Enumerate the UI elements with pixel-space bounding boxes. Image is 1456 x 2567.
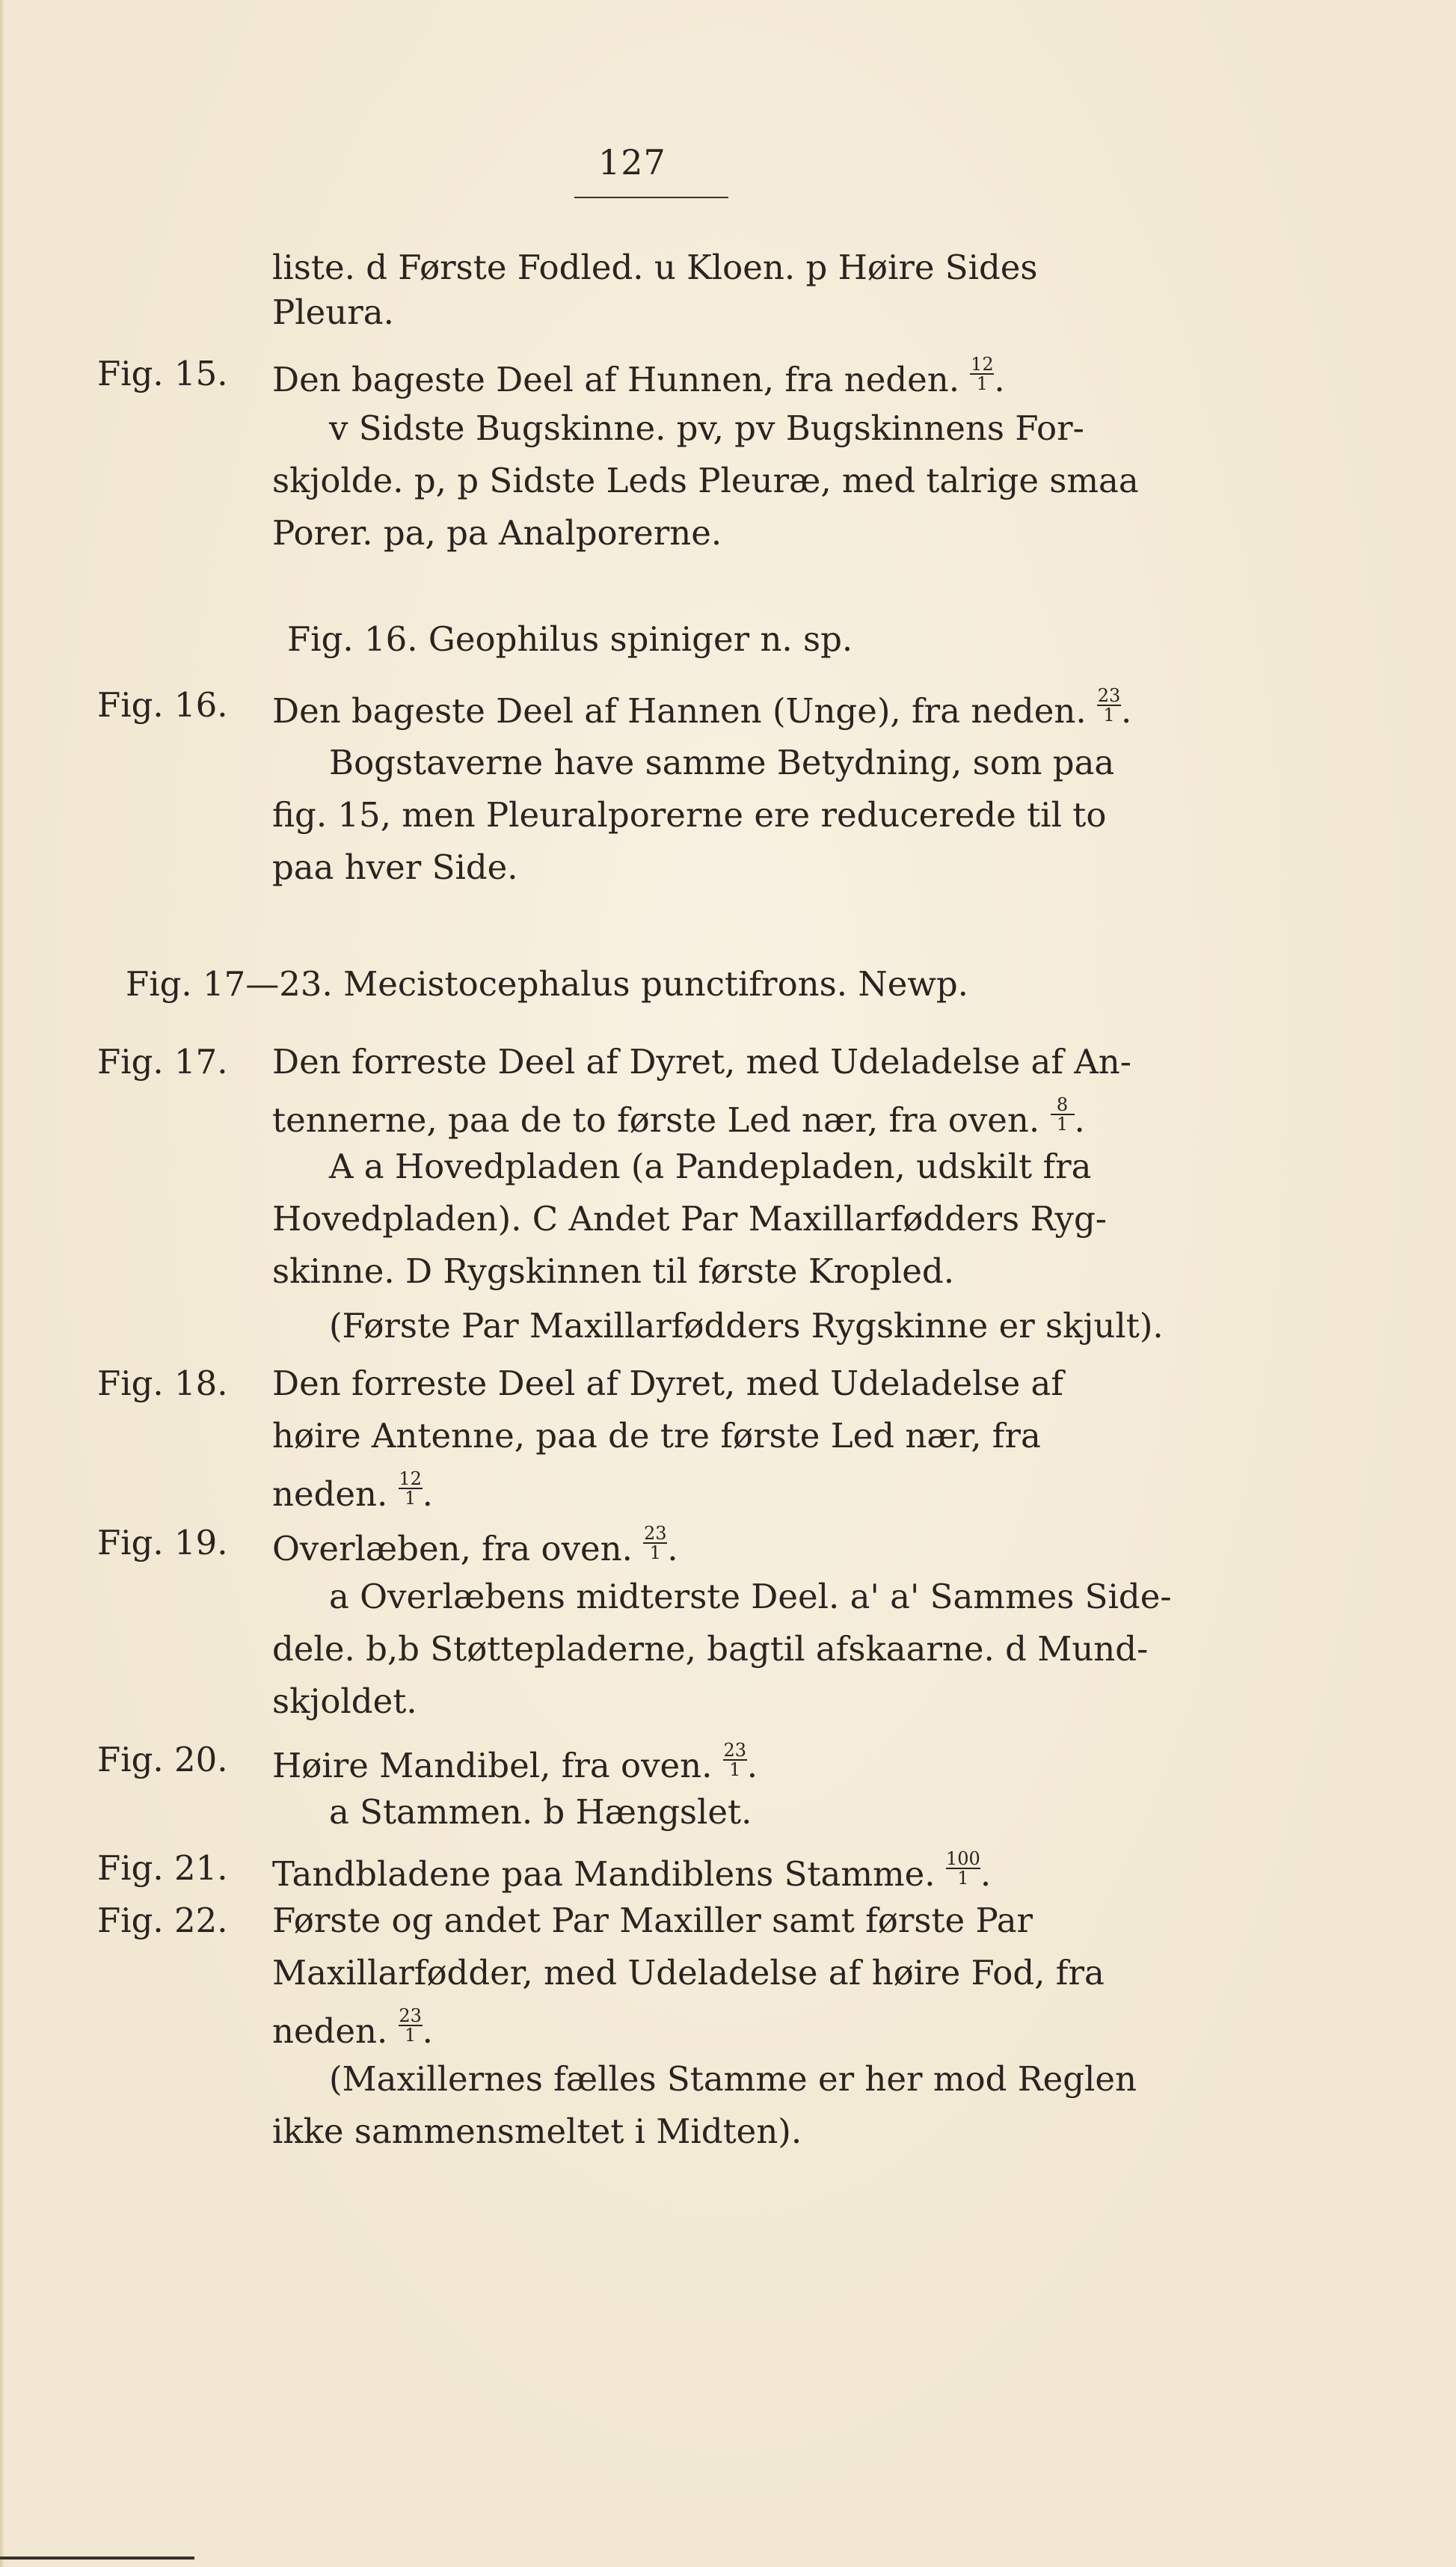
- text-line: høire Antenne, paa de tre første Led nær, fra: [272, 1416, 1041, 1456]
- bottom-edge-rule: [0, 2557, 194, 2560]
- scale-fraction: [1097, 685, 1121, 726]
- scale-fraction: [399, 2005, 423, 2046]
- text-line: a Overlæbens midterste Deel. a' a' Sammes Side-: [329, 1577, 1172, 1616]
- figure-label: Fig. 17.: [97, 1042, 228, 1082]
- text-line: a Stammen. b Hængslet.: [329, 1792, 752, 1832]
- text-line: paa hver Side.: [272, 847, 518, 887]
- text-line: skjolde. p, p Sidste Leds Pleuræ, med talrige smaa: [272, 461, 1139, 500]
- scale-fraction: [946, 1848, 980, 1889]
- page-number: 127: [598, 142, 666, 183]
- text-line: ikke sammensmeltet i Midten).: [272, 2111, 802, 2151]
- text-line: Porer. pa, pa Analporerne.: [272, 513, 722, 553]
- text-line: Den bageste Deel af Hannen (Unge), fra neden. $\frac{23}{1}$ .: [272, 685, 1132, 731]
- section-heading: Fig. 16. Geophilus spiniger n. sp.: [287, 619, 853, 659]
- text-line: dele. b,b Støttepladerne, bagtil afskaarne. d Mund-: [272, 1629, 1149, 1669]
- fraction-denominator: 1: [1051, 1114, 1075, 1133]
- fraction-denominator: 1: [723, 1759, 747, 1779]
- scale-fraction: [723, 1740, 747, 1780]
- text-line: Den forreste Deel af Dyret, med Udeladelse af: [272, 1364, 1064, 1403]
- fraction-denominator: 1: [399, 1488, 423, 1507]
- text-segment: Den bageste Deel af Hunnen, fra neden.: [272, 360, 960, 399]
- text-segment: neden.: [272, 2011, 388, 2051]
- fraction-numerator: 23: [723, 1740, 747, 1761]
- page-number-rule: [574, 197, 728, 198]
- text-line: Hovedpladen). C Andet Par Maxillarfødders Ryg-: [272, 1199, 1107, 1239]
- text-line: v Sidste Bugskinne. pv, pv Bugskinnens For-: [329, 408, 1084, 448]
- fraction-numerator: 23: [1097, 685, 1121, 706]
- text-segment: Tandbladene paa Mandiblens Stamme.: [272, 1854, 936, 1894]
- text-line: Første og andet Par Maxiller samt første Par: [272, 1901, 1033, 1940]
- fraction-denominator: 1: [970, 373, 994, 393]
- text-line: Maxillarfødder, med Udeladelse af høire Fod, fra: [272, 1953, 1105, 1993]
- text-segment: Den bageste Deel af Hannen (Unge), fra neden.: [272, 691, 1087, 731]
- text-segment: Overlæben, fra oven.: [272, 1529, 633, 1568]
- figure-label: Fig. 16.: [97, 685, 228, 725]
- text-line: Den forreste Deel af Dyret, med Udeladelse af An-: [272, 1042, 1131, 1082]
- scale-fraction: [970, 354, 994, 394]
- fraction-denominator: 1: [643, 1542, 667, 1562]
- figure-label: Fig. 20.: [97, 1740, 228, 1779]
- figure-label: Fig. 19.: [97, 1523, 228, 1562]
- fraction-numerator: 12: [971, 354, 994, 375]
- text-line: (Maxillernes fælles Stamme er her mod Reglen: [329, 2059, 1137, 2099]
- fraction-denominator: 1: [1097, 705, 1121, 724]
- text-line: neden. $\frac{23}{1}$ .: [272, 2005, 433, 2051]
- text-line: skjoldet.: [272, 1681, 417, 1721]
- text-segment: tennerne, paa de to første Led nær, fra oven.: [272, 1100, 1040, 1140]
- text-line: Høire Mandibel, fra oven. $\frac{23}{1}$ .: [272, 1740, 758, 1785]
- text-line: Pleura.: [272, 292, 394, 332]
- text-line: skinne. D Rygskinnen til første Kropled.: [272, 1251, 954, 1291]
- fraction-numerator: 12: [399, 1468, 422, 1489]
- figure-label: Fig. 18.: [97, 1364, 228, 1403]
- scale-fraction: [643, 1523, 667, 1563]
- text-line: (Første Par Maxillarfødders Rygskinne er skjult).: [329, 1306, 1164, 1346]
- text-line: tennerne, paa de to første Led nær, fra oven. $\frac{8}{1}$ .: [272, 1094, 1085, 1140]
- text-line: neden. $\frac{12}{1}$ .: [272, 1468, 433, 1514]
- fraction-numerator: 8: [1056, 1094, 1069, 1115]
- fraction-denominator: 1: [946, 1868, 980, 1887]
- text-line: liste. d Første Fodled. u Kloen. p Høire Sides: [272, 248, 1038, 287]
- text-line: Overlæben, fra oven. $\frac{23}{1}$ .: [272, 1523, 678, 1568]
- text-line: Bogstaverne have samme Betydning, som paa: [329, 743, 1115, 782]
- figure-label: Fig. 22.: [97, 1901, 228, 1940]
- fraction-numerator: 23: [399, 2005, 422, 2026]
- scale-fraction: [1051, 1094, 1075, 1135]
- text-line: Tandbladene paa Mandiblens Stamme. $\frac{100}{1}$ .: [272, 1848, 992, 1894]
- figure-label: Fig. 15.: [97, 354, 228, 393]
- figure-label: Fig. 21.: [97, 1848, 228, 1888]
- text-line: A a Hovedpladen (a Pandepladen, udskilt fra: [329, 1147, 1092, 1186]
- fraction-numerator: 23: [643, 1523, 667, 1544]
- scale-fraction: [399, 1468, 423, 1509]
- text-line: Den bageste Deel af Hunnen, fra neden. $\frac{12}{1}$ .: [272, 354, 1005, 399]
- fraction-numerator: 100: [946, 1848, 980, 1869]
- section-heading: Fig. 17—23. Mecistocephalus punctifrons. Newp.: [126, 964, 968, 1004]
- text-segment: neden.: [272, 1474, 388, 1514]
- fraction-denominator: 1: [399, 2025, 423, 2044]
- page-edge-shadow: [0, 0, 4, 2567]
- text-line: fig. 15, men Pleuralporerne ere reducerede til to: [272, 795, 1107, 835]
- text-segment: Høire Mandibel, fra oven.: [272, 1746, 713, 1785]
